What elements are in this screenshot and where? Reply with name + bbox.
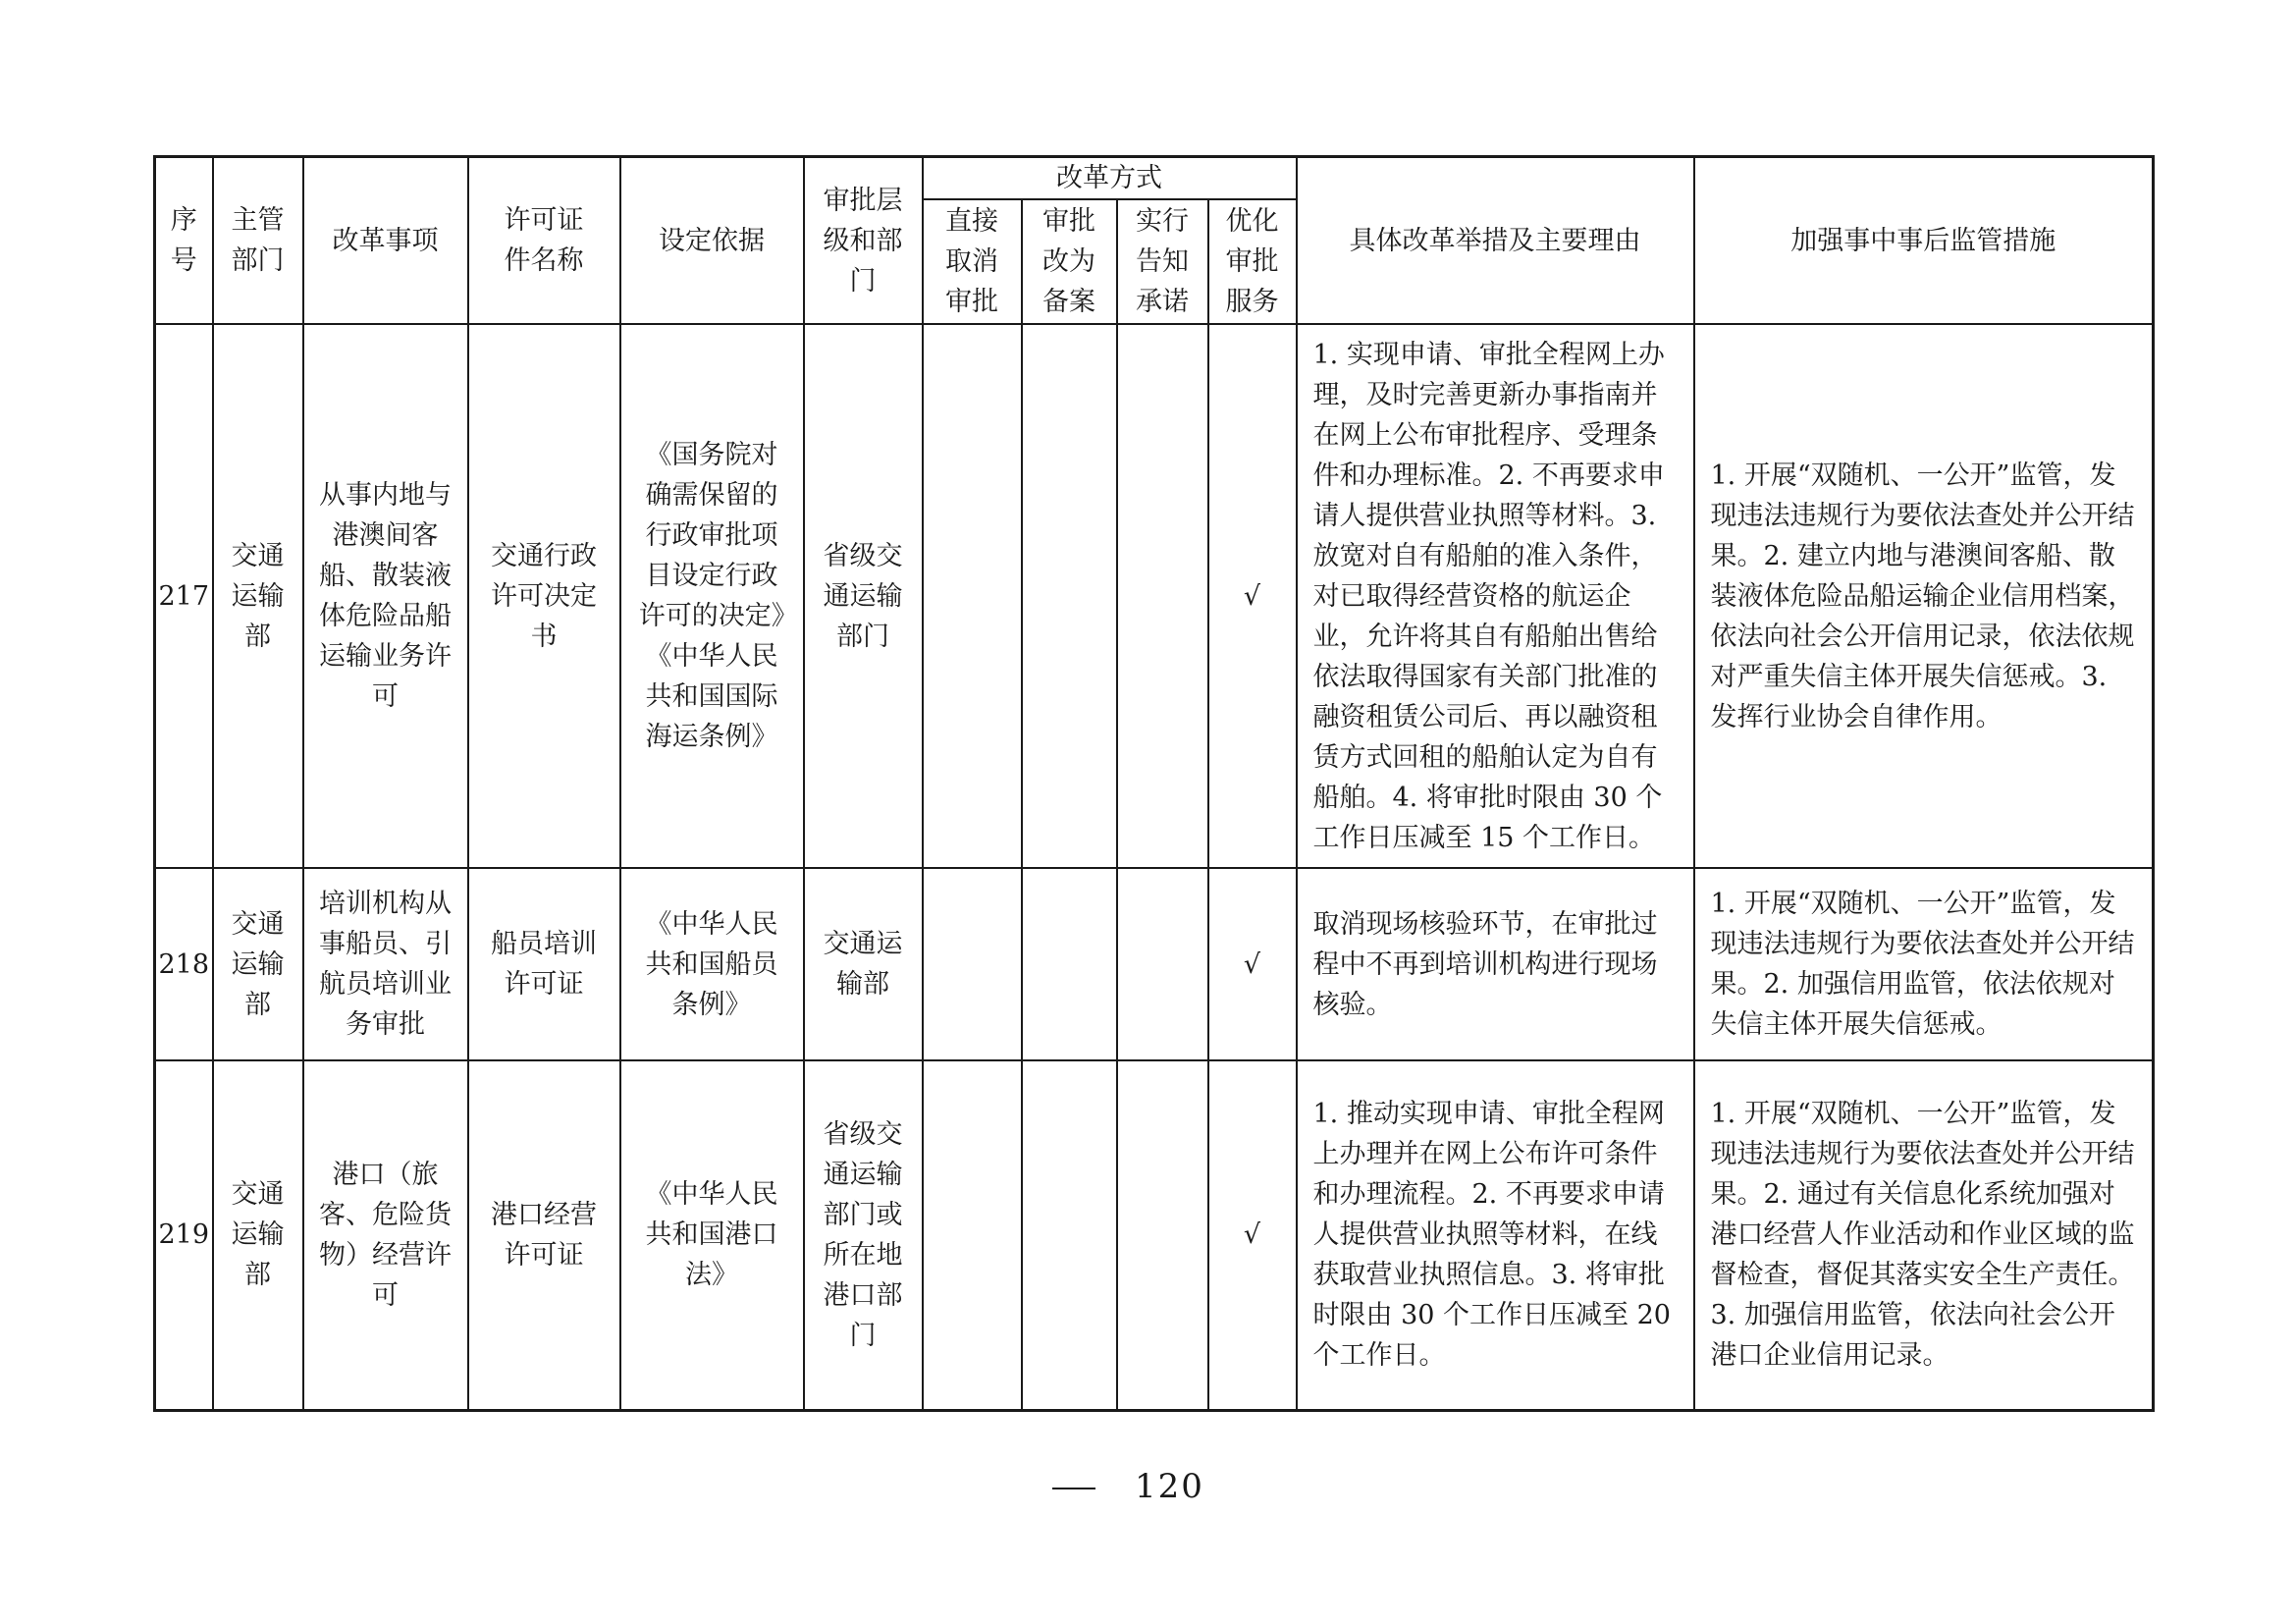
header-reform-method: 改革方式 — [923, 157, 1297, 200]
page-number-text: 120 — [1135, 1467, 1204, 1506]
table-row — [155, 1060, 2154, 1410]
cell-level: 交通运输部 — [804, 868, 923, 1060]
cell-basis: 《中华人民共和国船员条例》 — [620, 868, 804, 1060]
cell-level: 省级交通运输部门 — [804, 324, 923, 868]
cell-cancel — [923, 868, 1022, 1060]
cell-notify — [1117, 868, 1208, 1060]
cell-license: 交通行政许可决定书 — [468, 324, 620, 868]
header-department: 主管部门 — [213, 157, 303, 325]
header-item: 改革事项 — [303, 157, 468, 325]
cell-optimize-check: √ — [1208, 324, 1297, 868]
cell-filing — [1022, 324, 1117, 868]
header-optimize: 优化审批服务 — [1208, 199, 1297, 324]
table-row — [155, 868, 2154, 1060]
header-measures: 具体改革举措及主要理由 — [1297, 157, 1694, 325]
cell-measures: 取消现场核验环节，在审批过程中不再到培训机构进行现场核验。 — [1297, 868, 1694, 1060]
cell-item: 港口（旅客、危险货物）经营许可 — [303, 1060, 468, 1410]
cell-filing — [1022, 1060, 1117, 1410]
cell-notify — [1117, 324, 1208, 868]
header-notify: 实行告知承诺 — [1117, 199, 1208, 324]
header-cancel: 直接取消审批 — [923, 199, 1022, 324]
cell-basis: 《中华人民共和国港口法》 — [620, 1060, 804, 1410]
cell-level: 省级交通运输部门或所在地港口部门 — [804, 1060, 923, 1410]
cell-supervision: 1. 开展“双随机、一公开”监管，发现违法违规行为要依法查处并公开结果。2. 通过有关信息化系统加强对港口经营人作业活动和作业区域的监督检查，督促其落实安全生产责任。3. 加强信用监管，依法向社会公开港口企业信用记录。 — [1694, 1060, 2154, 1410]
cell-notify — [1117, 1060, 1208, 1410]
header-level: 审批层级和部门 — [804, 157, 923, 325]
cell-supervision: 1. 开展“双随机、一公开”监管，发现违法违规行为要依法查处并公开结果。2. 建立内地与港澳间客船、散装液体危险品船运输企业信用档案，依法向社会公开信用记录，依法依规对严重失信主体开展失信惩戒。3. 发挥行业协会自律作用。 — [1694, 324, 2154, 868]
table-row — [155, 324, 2154, 868]
cell-measures: 1. 推动实现申请、审批全程网上办理并在网上公布许可条件和办理流程。2. 不再要求申请人提供营业执照等材料，在线获取营业执照信息。3. 将审批时限由 30 个工作日压减至 20 个工作日。 — [1297, 1060, 1694, 1410]
reform-table — [153, 155, 2155, 1412]
cell-department: 交通运输部 — [213, 1060, 303, 1410]
cell-item: 从事内地与港澳间客船、散装液体危险品船运输业务许可 — [303, 324, 468, 868]
header-supervision: 加强事中事后监管措施 — [1694, 157, 2154, 325]
header-license: 许可证件名称 — [468, 157, 620, 325]
header-basis: 设定依据 — [620, 157, 804, 325]
cell-license: 港口经营许可证 — [468, 1060, 620, 1410]
cell-optimize-check: √ — [1208, 868, 1297, 1060]
page-number — [0, 1467, 2296, 1506]
header-filing: 审批改为备案 — [1022, 199, 1117, 324]
header-seq: 序号 — [155, 157, 213, 325]
cell-supervision: 1. 开展“双随机、一公开”监管，发现违法违规行为要依法查处并公开结果。2. 加强信用监管，依法依规对失信主体开展失信惩戒。 — [1694, 868, 2154, 1060]
cell-optimize-check: √ — [1208, 1060, 1297, 1410]
cell-license: 船员培训许可证 — [468, 868, 620, 1060]
cell-cancel — [923, 1060, 1022, 1410]
cell-seq: 218 — [155, 868, 213, 1060]
cell-basis: 《国务院对确需保留的行政审批项目设定行政许可的决定》《中华人民共和国国际海运条例》 — [620, 324, 804, 868]
cell-cancel — [923, 324, 1022, 868]
cell-seq: 219 — [155, 1060, 213, 1410]
page-number-dash — [1052, 1488, 1095, 1489]
cell-measures: 1. 实现申请、审批全程网上办理，及时完善更新办事指南并在网上公布审批程序、受理条件和办理标准。2. 不再要求申请人提供营业执照等材料。3. 放宽对自有船舶的准入条件，对已取得经营资格的航运企业，允许将其自有船舶出售给依法取得国家有关部门批准的融资租赁公司后、再以融资租赁方式回租的船舶认定为自有船舶。4. 将审批时限由 30 个工作日压减至 15 个工作日。 — [1297, 324, 1694, 868]
cell-department: 交通运输部 — [213, 324, 303, 868]
cell-department: 交通运输部 — [213, 868, 303, 1060]
cell-seq: 217 — [155, 324, 213, 868]
cell-filing — [1022, 868, 1117, 1060]
cell-item: 培训机构从事船员、引航员培训业务审批 — [303, 868, 468, 1060]
header-row-1 — [155, 157, 2154, 200]
